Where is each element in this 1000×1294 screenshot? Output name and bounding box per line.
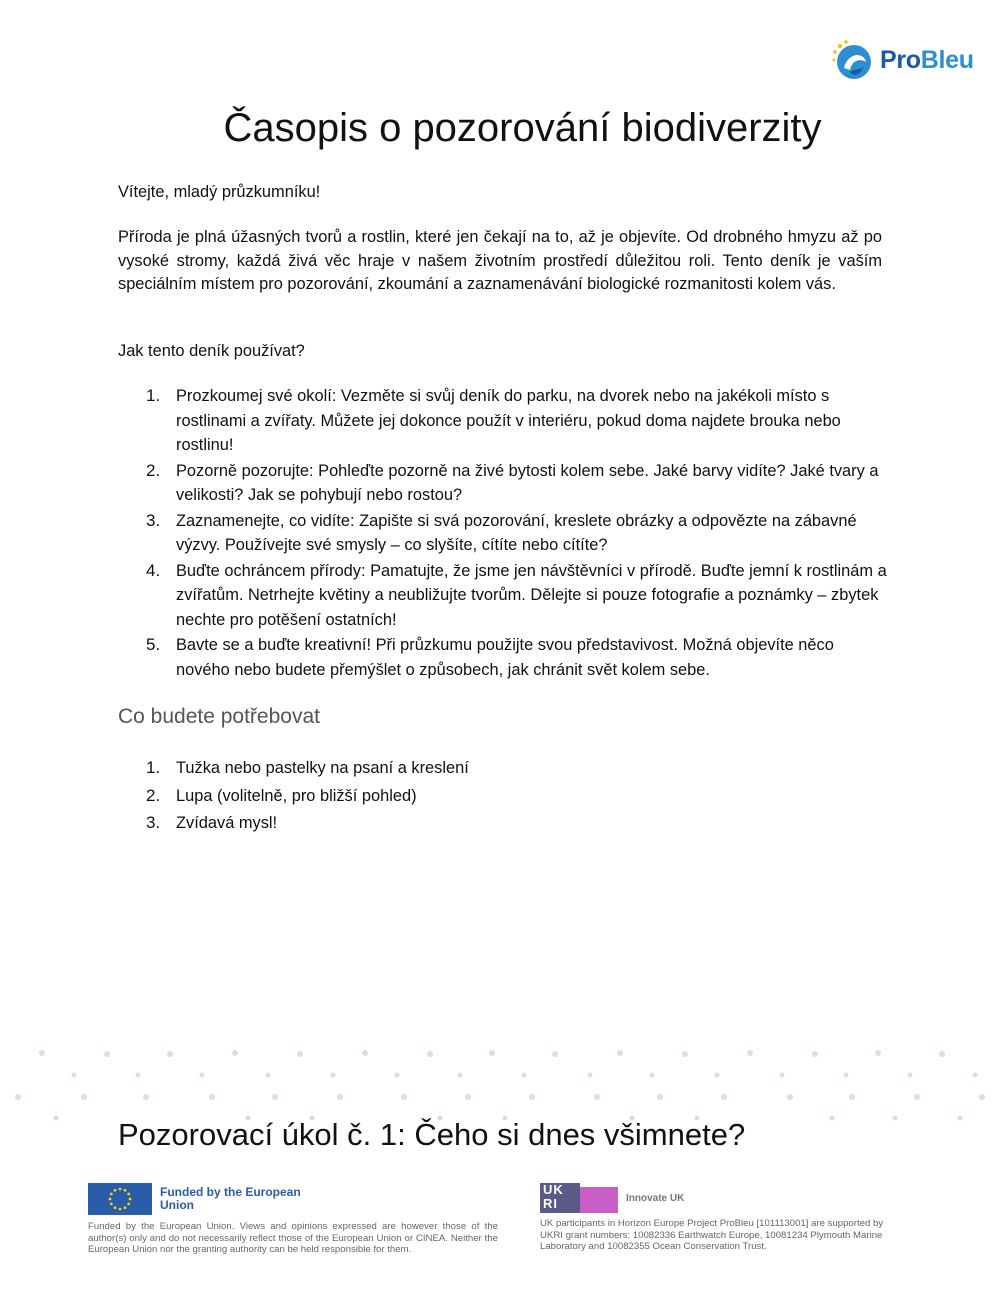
list-number: 3.	[146, 813, 161, 832]
list-item	[118, 756, 888, 781]
list-item-text: Buďte ochráncem přírody: Pamatujte, že jsme jen návštěvníci v přírodě. Buďte jemní k rostlinám a zvířatům. Netrhejte květiny a neubližujte tvorům. Dělejte si pouze fotografie a poznámky – zbytek nechte pro potěšení ostatních!	[176, 561, 887, 629]
ukri-innovate-logo	[540, 1183, 900, 1213]
greeting-text: Vítejte, mladý průzkumníku!	[118, 183, 321, 201]
eu-logo	[88, 1183, 498, 1215]
eu-flag-icon	[88, 1183, 152, 1215]
eu-disclaimer: Funded by the European Union. Views and opinions expressed are however those of the author(s) only and do not necessarily reflect those of the European Union or CINEA. Neither the European Union nor the granting authority can be held responsible for them.	[88, 1221, 498, 1255]
list-item	[118, 509, 888, 558]
logo-pro-text: Pro	[880, 45, 921, 74]
list-item-text: Pozorně pozorujte: Pohleďte pozorně na živé bytosti kolem sebe. Jaké barvy vidíte? Jaké tvary a velikosti? Jak se pohybují nebo rostou?	[176, 461, 879, 504]
list-item-text: Tužka nebo pastelky na psaní a kreslení	[176, 759, 469, 777]
ukri-logo	[540, 1183, 618, 1213]
list-item	[118, 633, 888, 682]
list-number: 2.	[146, 460, 161, 480]
ukri-funding-note: UK participants in Horizon Europe Project ProBleu [101113001] are supported by UKRI grant numbers: 10082336 Earthwatch Europe, 10081234 Plymouth Marine Laboratory and 10082355 Ocean Conservation Trust.	[540, 1218, 884, 1252]
list-item	[118, 459, 888, 508]
list-item-text: Prozkoumej své okolí: Vezměte si svůj deník do parku, na dvorek nebo na jakékoli místo s rostlinami a zvířaty. Můžete jej dokonce použít v interiéru, pokud doma najdete brouka nebo rostlinu!	[176, 387, 841, 454]
list-item-text: Zvídavá mysl!	[176, 814, 278, 832]
eu-funding-block	[88, 1183, 498, 1256]
eu-logo-text: Funded by the European Union	[160, 1185, 301, 1212]
howto-question: Jak tento deník používat?	[118, 342, 305, 360]
probleu-logo-text	[880, 46, 974, 75]
logo-bleu-text: Bleu	[920, 45, 974, 74]
ukri-logo-text: UK RI	[540, 1183, 580, 1213]
innovate-uk-text: Innovate UK	[626, 1192, 685, 1204]
list-item-text: Bavte se a buďte kreativní! Při průzkumu použijte svou představivost. Možná objevíte něco nového nebo budete přemýšlet o způsobech, jak chránit svět kolem sebe.	[176, 636, 834, 679]
probleu-logo	[830, 38, 974, 82]
probleu-swirl-icon	[830, 38, 874, 82]
intro-paragraph: Příroda je plná úžasných tvorů a rostlin, které jen čekají na to, až je objevíte. Od drobného hmyzu až po vysoké stromy, každá živá věc hraje v našem životním prostředí důležitou roli. Tento deník je vaším speciálním místem pro pozorování, zkoumání a zaznamenávání biologické rozmanitosti kolem vás.	[118, 228, 882, 293]
list-item	[118, 384, 888, 458]
usage-steps-list	[118, 384, 888, 683]
list-number: 4.	[146, 560, 161, 580]
list-number: 2.	[146, 785, 161, 805]
list-number: 1.	[146, 758, 161, 777]
page-title: Časopis o pozorování biodiverzity	[223, 106, 822, 150]
uk-funding-block	[540, 1183, 900, 1253]
list-item-text: Zaznamenejte, co vidíte: Zapište si svá pozorování, kreslete obrázky a odpovězte na zábavné výzvy. Používejte své smysly – co slyšíte, cítíte nebo cítíte?	[176, 511, 857, 554]
list-number: 1.	[146, 386, 161, 405]
list-number: 5.	[146, 635, 161, 654]
list-item	[118, 559, 888, 633]
list-number: 3.	[146, 510, 161, 530]
task-heading: Pozorovací úkol č. 1: Čeho si dnes všimnete?	[118, 1117, 746, 1152]
list-item	[118, 811, 888, 836]
needs-heading: Co budete potřebovat	[118, 705, 320, 728]
needs-list	[118, 756, 888, 839]
list-item	[118, 784, 888, 809]
list-item-text: Lupa (volitelně, pro bližší pohled)	[176, 786, 417, 805]
funding-footer	[0, 1183, 1000, 1283]
